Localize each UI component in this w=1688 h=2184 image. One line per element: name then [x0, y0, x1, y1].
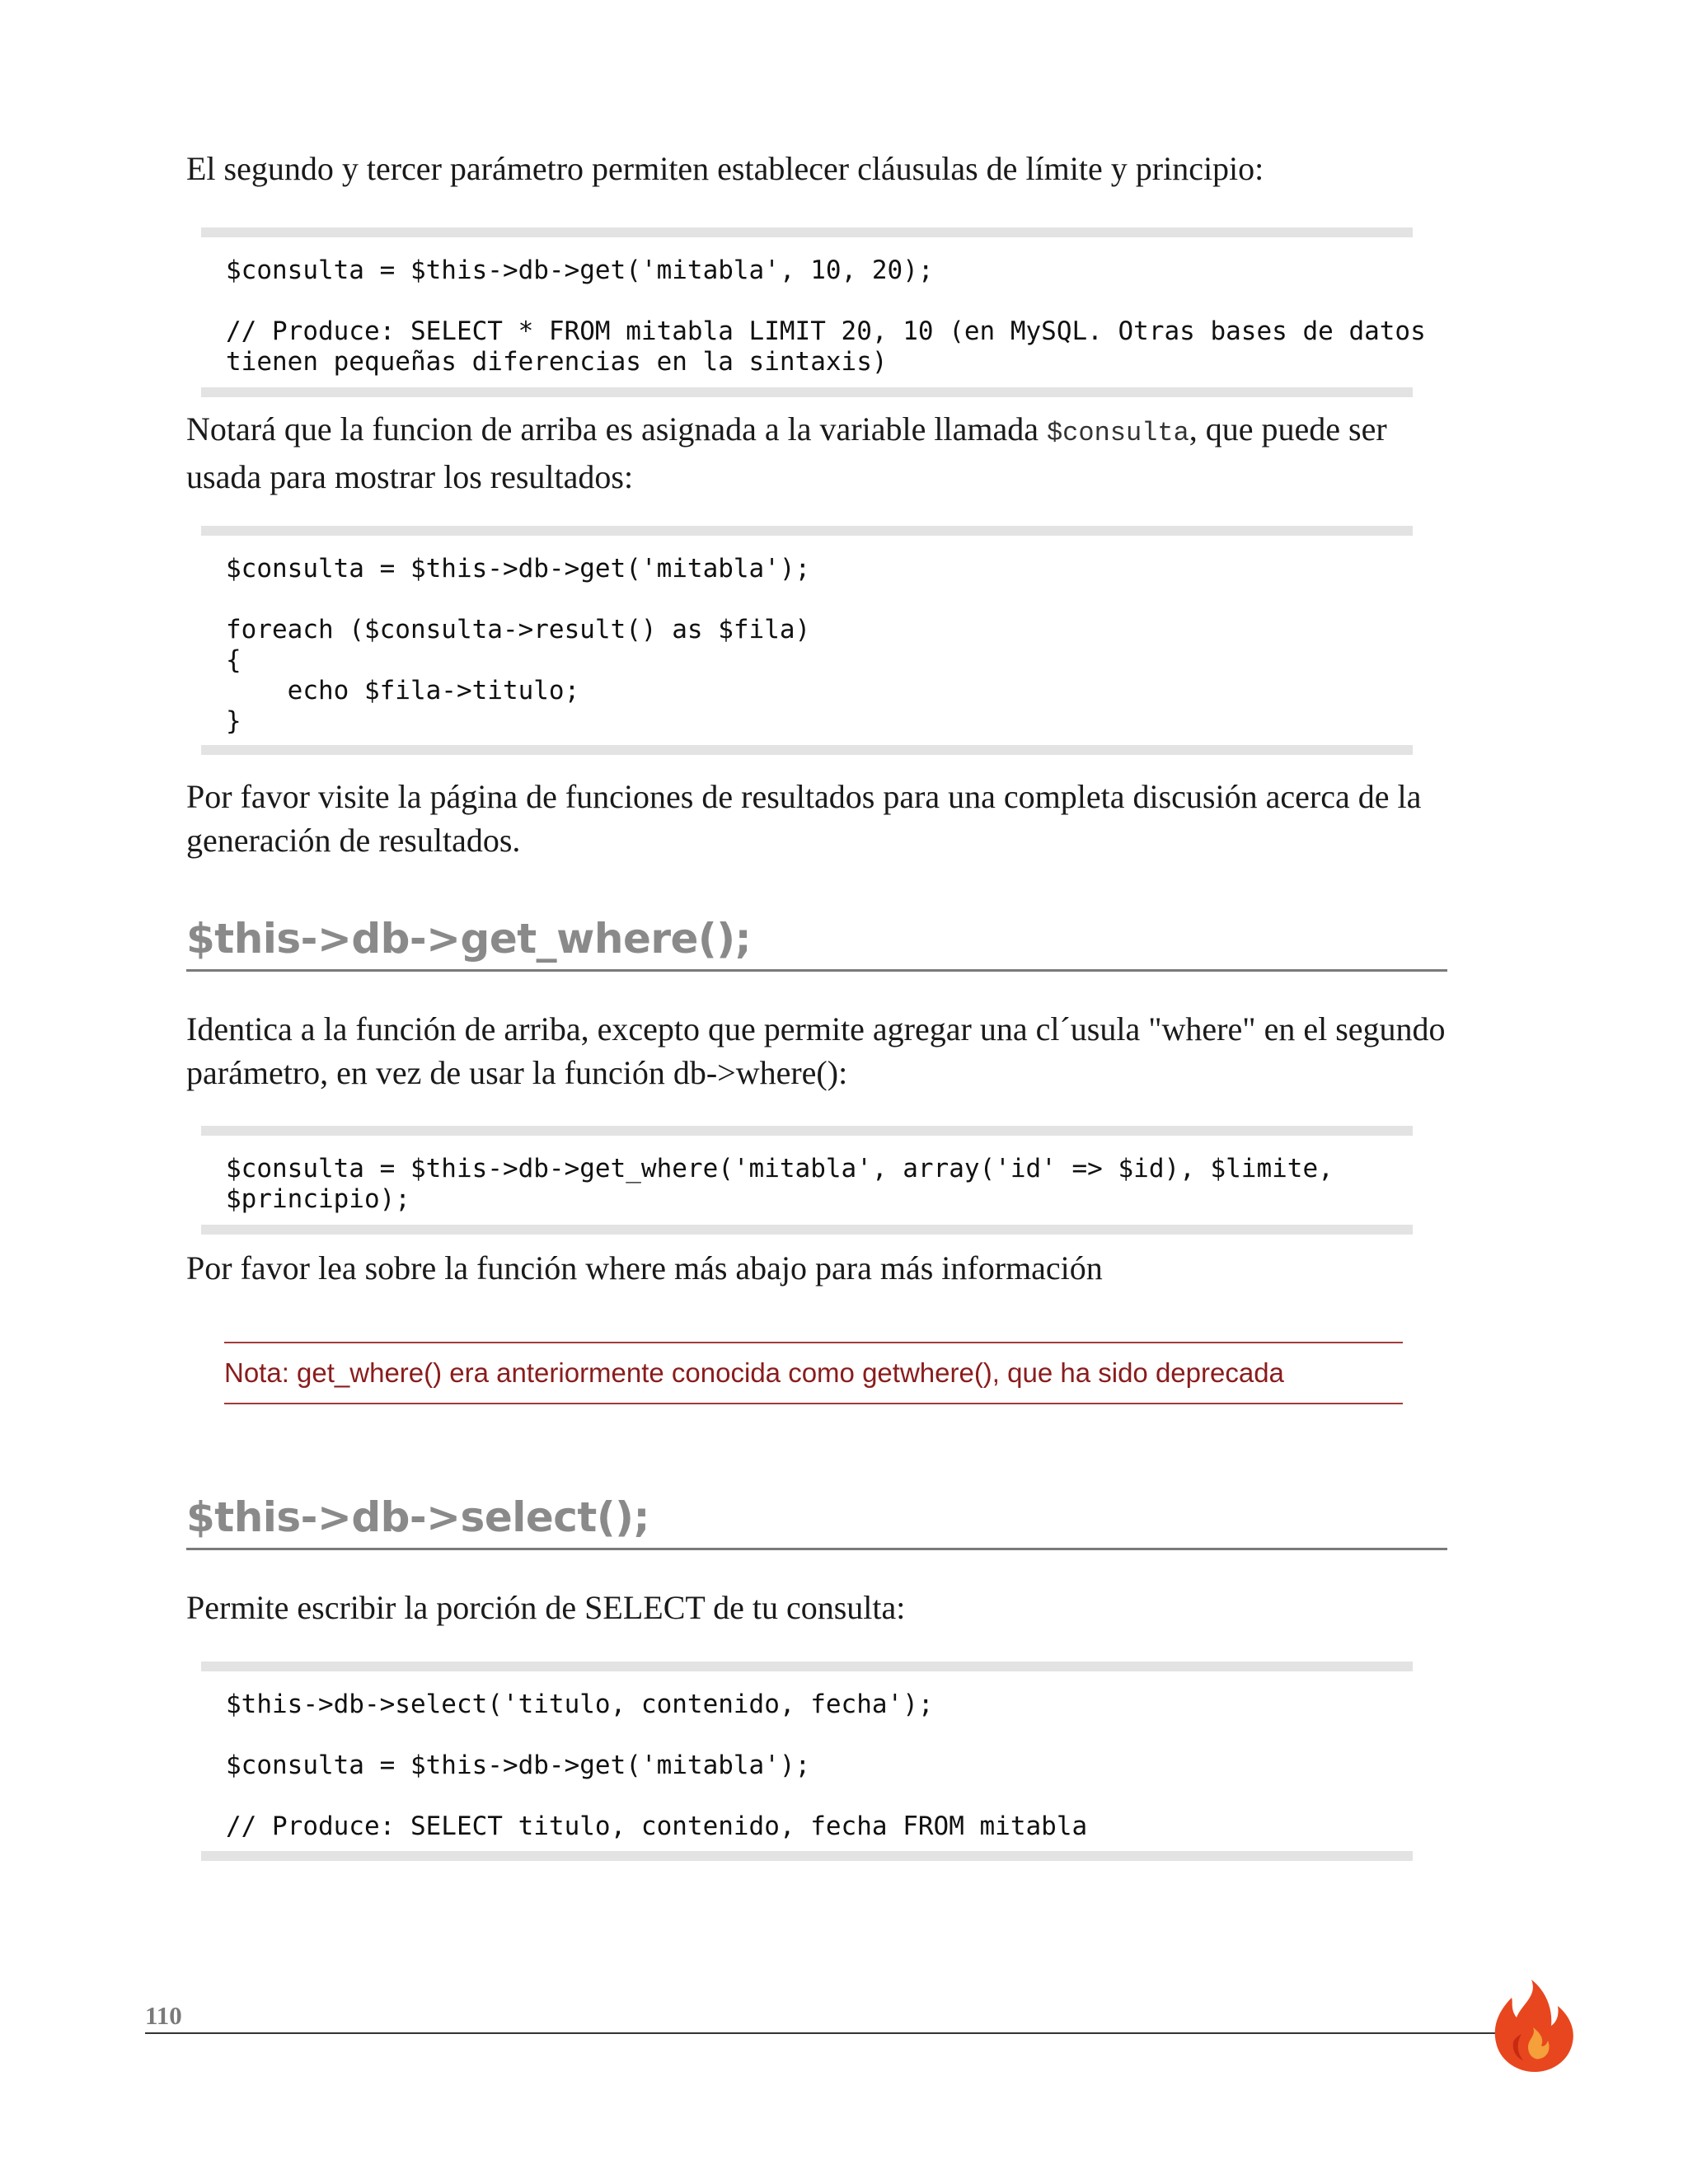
code-line: echo $fila->titulo; — [226, 676, 580, 705]
section-heading-select: $this->db->select(); — [186, 1490, 1447, 1550]
results-functions-paragraph: Por favor visite la página de funciones de resultados para una completa discusión acerca de la generación de resultados. — [186, 778, 1422, 859]
result-variable-paragraph — [186, 407, 1447, 499]
code-line: // Produce: SELECT * FROM mitabla LIMIT 20, 10 (en MySQL. Otras bases de datos — [226, 316, 1426, 346]
code-line — [226, 286, 1388, 316]
inline-code-consulta: $consulta — [1046, 418, 1189, 448]
flame-logo-icon — [1489, 1976, 1579, 2075]
code-line: $consulta = $this->db->get('mitabla'); — [226, 554, 811, 583]
get-where-description: Identica a la función de arriba, excepto que permite agregar una cl´usula "where" en el segundo parámetro, en vez de usar la función db->where(): — [186, 1010, 1446, 1091]
footer-divider — [145, 2032, 1513, 2034]
code-line: $consulta = $this->db->get('mitabla', 10, 20); — [226, 255, 934, 285]
paragraph-text-before: Notará que la funcion de arriba es asignada a la variable llamada — [186, 410, 1047, 448]
code-block-foreach — [201, 526, 1413, 755]
code-block-get-limit — [201, 227, 1426, 397]
code-line: $principio); — [226, 1184, 410, 1214]
code-line: { — [226, 645, 241, 675]
deprecation-note: Nota: get_where() era anteriormente conocida como getwhere(), que ha sido deprecada — [224, 1342, 1403, 1404]
code-line: $this->db->select('titulo, contenido, fecha'); — [226, 1690, 934, 1719]
select-description: Permite escribir la porción de SELECT de tu consulta: — [186, 1589, 906, 1626]
code-line: } — [226, 706, 241, 736]
code-line: tienen pequeñas diferencias en la sintaxis) — [226, 347, 888, 377]
page-number: 110 — [145, 2001, 182, 2030]
code-line: $consulta = $this->db->get_where('mitabla', array('id' => $id), $limite, — [226, 1154, 1334, 1183]
paragraph-text-after: , que puede ser usada para mostrar los resultados: — [186, 410, 1387, 495]
code-line — [226, 1781, 1388, 1811]
code-block-select — [201, 1661, 1413, 1861]
code-block-get-where — [201, 1126, 1413, 1235]
where-info-paragraph: Por favor lea sobre la función where más abajo para más información — [186, 1249, 1103, 1286]
section-heading-get-where: $this->db->get_where(); — [186, 912, 1447, 972]
code-line — [226, 1720, 1388, 1750]
code-line: $consulta = $this->db->get('mitabla'); — [226, 1750, 811, 1780]
code-line — [226, 584, 1388, 615]
intro-paragraph: El segundo y tercer parámetro permiten establecer cláusulas de límite y principio: — [186, 150, 1264, 187]
code-line: // Produce: SELECT titulo, contenido, fecha FROM mitabla — [226, 1811, 1088, 1841]
code-line: foreach ($consulta->result() as $fila) — [226, 615, 811, 644]
